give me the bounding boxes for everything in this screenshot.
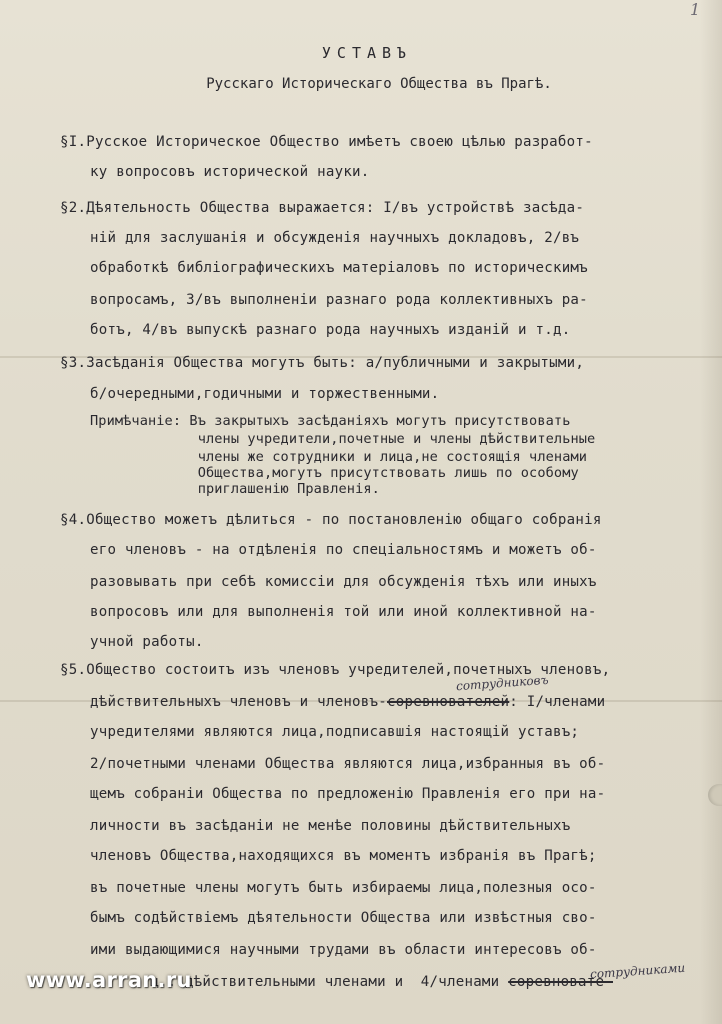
note-line: приглашенію Правленія. [90, 481, 380, 497]
paragraph-5-line: членовъ Общества,находящихся въ моментъ избранія въ Прагѣ; [90, 848, 597, 864]
note-line: члены учредители,почетные и члены дѣйствительные [90, 431, 596, 447]
text-run: дѣйствительныхъ членовъ и членовъ- [90, 694, 387, 710]
text-run: : I/членами [509, 694, 606, 710]
paragraph-2-line: обработкѣ библіографическихъ матеріаловъ по историческимъ [90, 260, 588, 276]
note-line: Примѣчаніе: Въ закрытыхъ засѣданіяхъ могутъ присутствовать [90, 413, 571, 429]
paragraph-4-line: вопросовъ или для выполненія той или иной коллективной на- [90, 604, 597, 620]
paragraph-3-line: б/очередными,годичными и торжественными. [90, 386, 440, 402]
paragraph-4-line: его членовъ - на отдѣленія по спеціальностямъ и можетъ об- [90, 542, 597, 558]
document-title: УСТАВЪ [321, 44, 413, 62]
paragraph-2-line: ботъ, 4/въ выпускѣ разнаго рода научныхъ изданій и т.д. [90, 322, 571, 338]
note-line: Общества,могутъ присутствовать лишь по особому [90, 465, 579, 481]
paragraph-5-line [150, 974, 613, 990]
struck-text: соревнователей [387, 694, 510, 710]
site-watermark: www.arran.ru [26, 968, 192, 992]
paragraph-4-line: §4.Общество можетъ дѣлиться - по постановленію общаго собранія [60, 512, 602, 528]
handwritten-correction: сотрудниками [589, 960, 686, 982]
paragraph-5-line [90, 694, 605, 710]
paragraph-5-line: 2/почетными членами Общества являются лица,избранныя въ об- [90, 756, 606, 772]
paragraph-5-line: учредителями являются лица,подписавшія настоящій уставъ; [90, 724, 580, 740]
paragraph-4-line: разовывать при себѣ комиссіи для обсужденія тѣхъ или иныхъ [90, 574, 597, 590]
handwritten-correction: сотрудниковъ [455, 672, 549, 694]
paragraph-1-line: §I.Русское Историческое Общество имѣетъ своею цѣлью разработ- [60, 134, 593, 150]
paragraph-2-line: §2.Дѣятельность Общества выражается: I/въ устройствѣ засѣда- [60, 200, 585, 216]
page-number-mark: 1 [690, 0, 701, 19]
paragraph-5-line: ими выдающимися научными трудами въ области интересовъ об- [90, 942, 597, 958]
struck-text: соревновате- [508, 974, 613, 990]
note-line: члены же сотрудники и лица,не состоящія членами [90, 449, 588, 465]
paragraph-4-line: учной работы. [90, 634, 204, 650]
paragraph-2-line: вопросамъ, 3/въ выполненіи разнаго рода коллективныхъ ра- [90, 292, 588, 308]
paragraph-2-line: ній для заслушанія и обсужденія научныхъ докладовъ, 2/въ [90, 230, 580, 246]
text-run: щ...дѣйствительными членами и 4/членами [150, 974, 509, 990]
paragraph-5-line: въ почетные члены могутъ быть избираемы лица,полезныя осо- [90, 880, 597, 896]
document-subtitle: Русскаго Историческаго Общества въ Прагѣ. [206, 76, 552, 92]
paragraph-5-line: щемъ собраніи Общества по предложенію Правленія его при на- [90, 786, 606, 802]
paragraph-1-line: ку вопросовъ исторической науки. [90, 164, 370, 180]
paragraph-5-line: бымъ содѣйствіемъ дѣятельности Общества или извѣстныя сво- [90, 910, 597, 926]
paragraph-5-line: личности въ засѣданіи не менѣе половины дѣйствительныхъ [90, 818, 571, 834]
paragraph-5-line: §5.Общество состоитъ изъ членовъ учредителей,почетныхъ членовъ, [60, 662, 611, 678]
paragraph-3-line: §3.Засѣданія Общества могутъ быть: а/публичными и закрытыми, [60, 355, 585, 371]
